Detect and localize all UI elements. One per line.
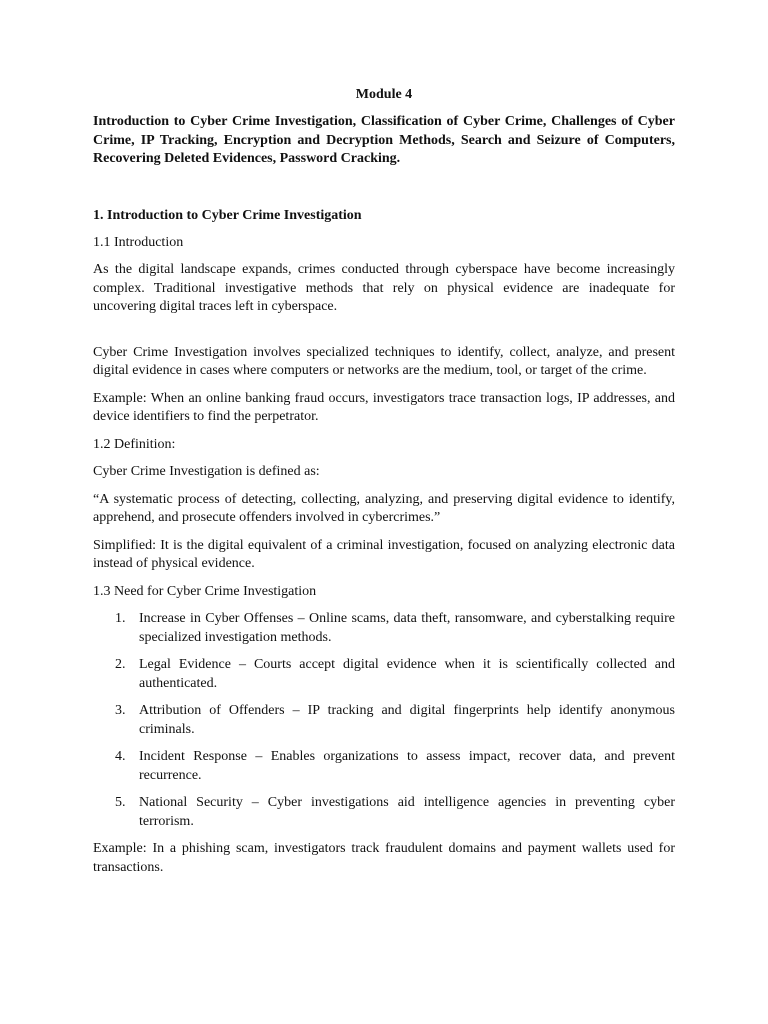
list-item-number: 3. [115,703,126,718]
list-item-text: National Security – Cyber investigations aid intelligence agencies in preventing cyber terrorism. [139,795,675,829]
list-item-text: Incident Response – Enables organizations to assess impact, recover data, and prevent recurrence. [139,749,675,783]
list-item-number: 5. [115,795,126,810]
list-item [93,794,675,831]
subsection-heading-need: 1.3 Need for Cyber Crime Investigation [93,583,317,599]
list-item-text: Attribution of Offenders – IP tracking and digital fingerprints help identify anonymous criminals. [139,703,675,737]
list-item-number: 1. [115,611,126,626]
list-item [93,702,675,739]
scope-paragraph: Cyber Crime Investigation involves specialized techniques to identify, collect, analyze, and present digital evidence in cases where computers or networks are the medium, tool, or target of the crime. [93,344,675,378]
definition-quote: “A systematic process of detecting, collecting, analyzing, and preserving digital evidence to identify, apprehend, and prosecute offenders involved in cybercrimes.” [93,491,675,525]
simplified-paragraph: Simplified: It is the digital equivalent of a criminal investigation, focused on analyzing electronic data instead of physical evidence. [93,537,675,571]
needs-list [93,610,675,831]
subsection-heading-definition: 1.2 Definition: [93,436,176,452]
list-item [93,656,675,693]
module-topics: Introduction to Cyber Crime Investigation, Classification of Cyber Crime, Challenges of Cyber Crime, IP Tracking, Encryption and Decryption Methods, Search and Seizure of Computers, Recovering Deleted Evidences, Password Cracking. [93,114,675,166]
list-item-number: 4. [115,749,126,764]
list-item-number: 2. [115,657,126,672]
subsection-heading-introduction: 1.1 Introduction [93,234,184,250]
example-paragraph: Example: In a phishing scam, investigators track fraudulent domains and payment wallets used for transactions. [93,841,675,875]
list-item [93,748,675,785]
module-title: Module 4 [355,87,413,102]
intro-paragraph: As the digital landscape expands, crimes conducted through cyberspace have become increasingly complex. Traditional investigative methods that rely on physical evidence are inadequate for uncovering digital traces left in cyberspace. [93,262,675,314]
list-item-text: Increase in Cyber Offenses – Online scams, data theft, ransomware, and cyberstalking require specialized investigation methods. [139,611,675,645]
example-paragraph: Example: When an online banking fraud occurs, investigators trace transaction logs, IP addresses, and device identifiers to find the perpetrator. [93,390,675,424]
definition-intro: Cyber Crime Investigation is defined as: [93,464,320,479]
list-item [93,610,675,647]
document-page [93,86,675,886]
list-item-text: Legal Evidence – Courts accept digital evidence when it is scientifically collected and authenticated. [139,657,675,691]
section-heading: 1. Introduction to Cyber Crime Investigation [93,207,362,223]
